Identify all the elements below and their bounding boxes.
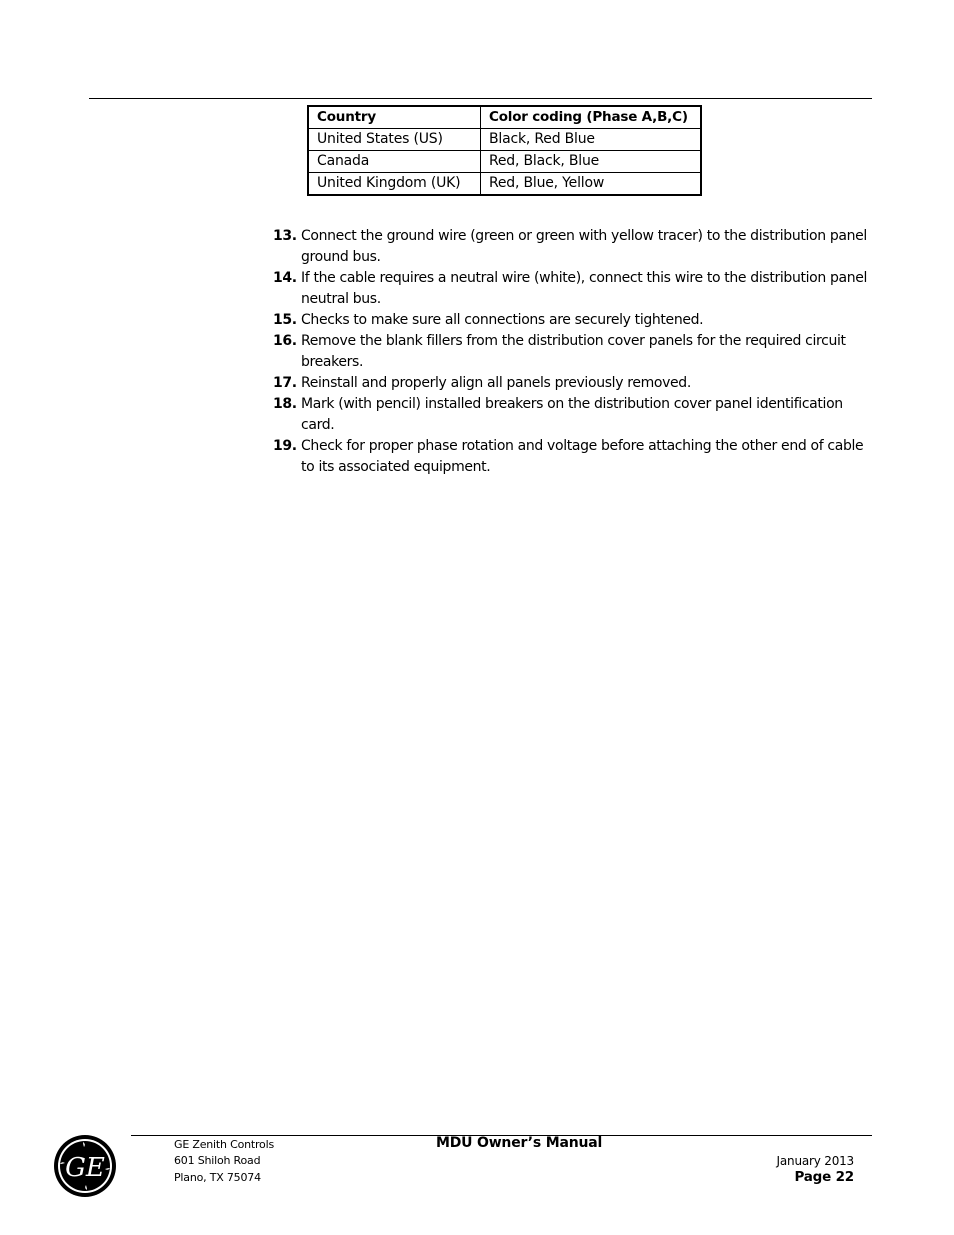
step-number: 17. [273,375,297,391]
table-row [308,173,701,196]
manual-title: MDU Owner’s Manual [436,1135,603,1151]
step-text: Remove the blank fillers from the distribution cover panels for the required circuit breakers. [301,333,846,370]
table-row [308,129,701,151]
header-rule [89,98,872,99]
step-text: Checks to make sure all connections are securely tightened. [301,312,704,328]
list-item [270,394,868,436]
column-header-country: Country [308,106,481,129]
list-item [270,310,868,331]
table-cell-color: Red, Black, Blue [481,151,702,173]
step-text: If the cable requires a neutral wire (white), connect this wire to the distribution panel neutral bus. [301,270,868,307]
step-number: 19. [273,438,297,454]
list-item [270,373,868,394]
company-city: Plano, TX 75074 [174,1171,261,1184]
phase-color-table [307,105,702,196]
step-number: 13. [273,228,297,244]
step-number: 16. [273,333,297,349]
step-number: 15. [273,312,297,328]
ge-logo-icon [53,1134,117,1198]
page-number: Page 22 [794,1169,854,1185]
step-text: Connect the ground wire (green or green with yellow tracer) to the distribution panel ground bus. [301,228,867,265]
step-number: 18. [273,396,297,412]
table-cell-color: Red, Blue, Yellow [481,173,702,196]
list-item [270,436,868,478]
publication-date: January 2013 [776,1154,854,1168]
ge-logo-text: GE [65,1153,105,1183]
table-cell-country: United States (US) [308,129,481,151]
table-cell-country: United Kingdom (UK) [308,173,481,196]
company-address: 601 Shiloh Road [174,1154,261,1167]
step-text: Mark (with pencil) installed breakers on the distribution cover panel identification card. [301,396,843,433]
installation-steps-list [270,226,868,478]
table-header-row [308,106,701,129]
list-item [270,226,868,268]
step-text: Reinstall and properly align all panels previously removed. [301,375,691,391]
list-item [270,268,868,310]
step-number: 14. [273,270,297,286]
table-row [308,151,701,173]
company-name: GE Zenith Controls [174,1138,274,1151]
list-item [270,331,868,373]
table-cell-color: Black, Red Blue [481,129,702,151]
column-header-color-coding: Color coding (Phase A,B,C) [481,106,702,129]
table-cell-country: Canada [308,151,481,173]
step-text: Check for proper phase rotation and voltage before attaching the other end of cable to its associated equipment. [301,438,864,475]
